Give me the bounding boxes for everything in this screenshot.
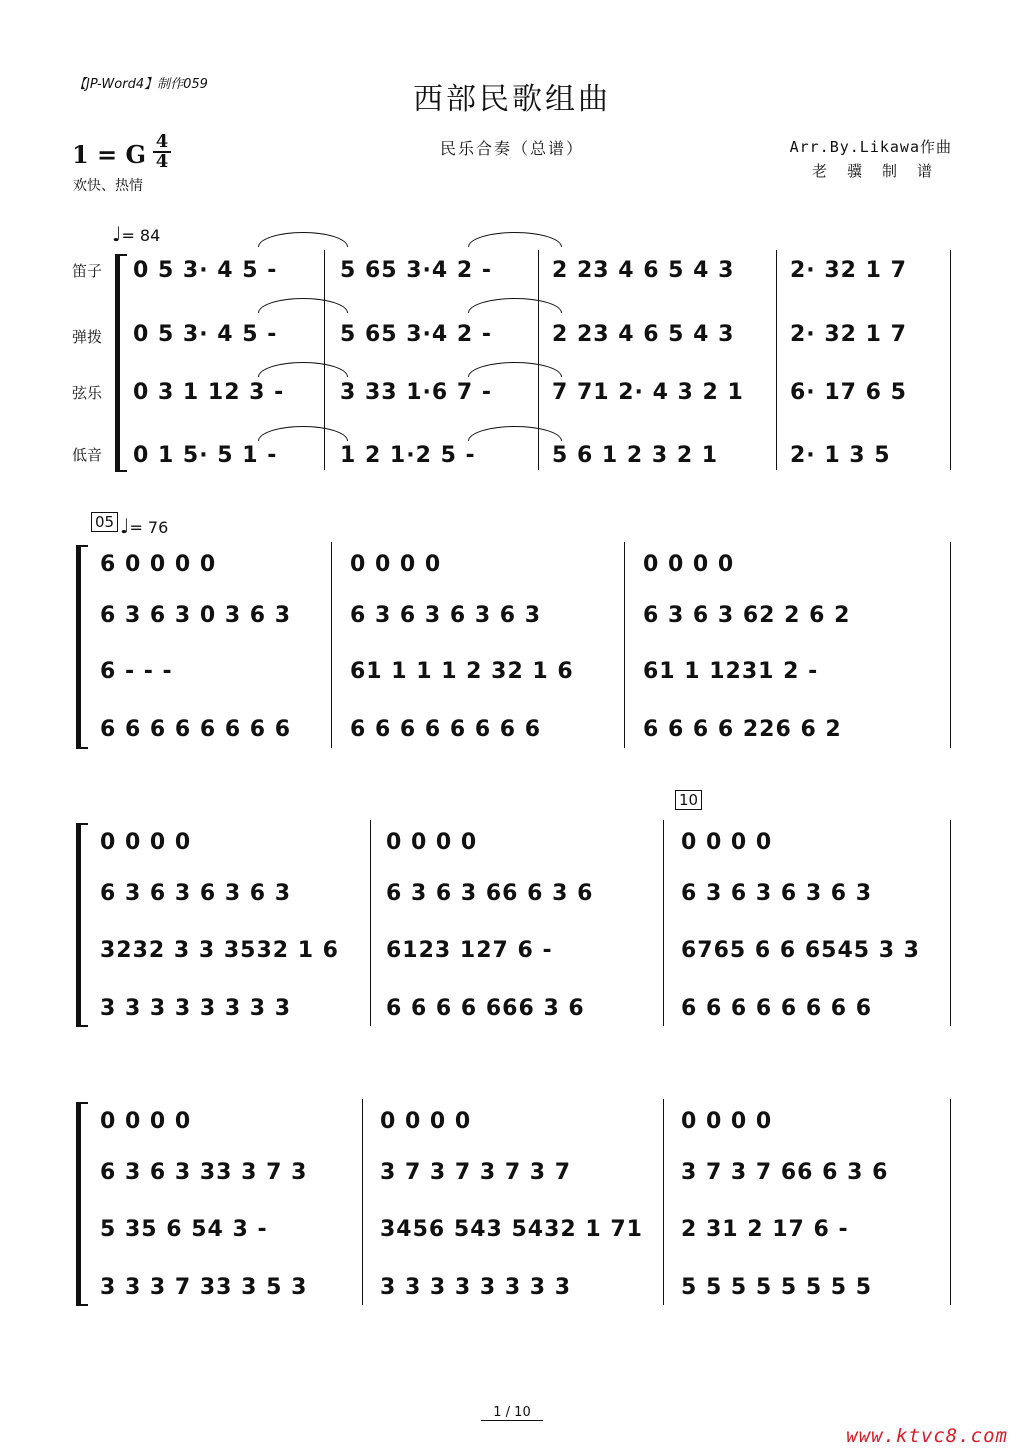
tie-slur (258, 298, 348, 313)
measure: 6 3 6 3 6 3 6 3 (350, 603, 542, 628)
rehearsal-number: 05 (91, 512, 118, 532)
instrument-label-diyin: 低音 (72, 446, 103, 464)
tempo-value: = 84 (121, 226, 161, 245)
engraver-credit: 老骥制谱 (811, 162, 952, 180)
measure: 0 0 0 0 (681, 830, 773, 855)
measure: 6 3 6 3 0 3 6 3 (100, 603, 292, 628)
measure: 0 0 0 0 (681, 1109, 773, 1134)
tempo-marking (112, 222, 160, 246)
instrument-label-tanbo: 弹拨 (72, 328, 103, 346)
barline (663, 820, 664, 1026)
system-brace (76, 823, 85, 1027)
tie-slur (258, 362, 348, 377)
measure: 0 0 0 0 (380, 1109, 472, 1134)
score-title: 西部民歌组曲 (413, 82, 611, 117)
time-signature-top: 4 (155, 131, 169, 152)
measure: 61 1 1 1 2 32 1 6 (350, 659, 574, 684)
measure: 6 6 6 6 666 3 6 (386, 996, 585, 1021)
rehearsal-mark (91, 512, 118, 532)
tie-slur (468, 298, 562, 313)
measure: 2· 1 3 5 (790, 443, 891, 468)
tempo-mood: 欢快、热情 (73, 178, 143, 194)
quarter-note-icon: ♩ (112, 222, 122, 246)
measure: 2· 32 1 7 (790, 322, 907, 347)
measure: 2 23 4 6 5 4 3 (552, 322, 735, 347)
measure: 3232 3 3 3532 1 6 (100, 938, 339, 963)
tie-slur (468, 232, 562, 247)
measure: 0 3 1 12 3 - (133, 380, 285, 405)
measure: 6 6 6 6 226 6 2 (643, 717, 842, 742)
barline (950, 820, 951, 1026)
measure: 61 1 1231 2 - (643, 659, 819, 684)
measure: 5 6 1 2 3 2 1 (552, 443, 719, 468)
barline (663, 1099, 664, 1305)
producer-credit: 【JP-Word4】制作059 (73, 77, 208, 92)
barline (950, 542, 951, 748)
site-watermark: www.ktvc8.com (846, 1425, 1008, 1447)
barline (331, 542, 332, 748)
instrument-label-xianyue: 弦乐 (72, 384, 103, 402)
barline (950, 250, 951, 470)
measure: 3 3 3 3 3 3 3 3 (100, 996, 292, 1021)
measure: 6 - - - (100, 659, 173, 684)
measure: 2· 32 1 7 (790, 258, 907, 283)
measure: 6 3 6 3 66 6 3 6 (386, 881, 594, 906)
measure: 7 71 2· 4 3 2 1 (552, 380, 744, 405)
measure: 6765 6 6 6545 3 3 (681, 938, 920, 963)
measure: 6 3 6 3 6 3 6 3 (681, 881, 873, 906)
tie-slur (258, 426, 348, 441)
page-number-text: 1 / 10 (481, 1405, 542, 1421)
rehearsal-number: 10 (675, 790, 702, 810)
time-signature-bottom: 4 (155, 151, 169, 172)
measure: 0 0 0 0 (643, 552, 735, 577)
barline (776, 250, 777, 470)
measure: 6 3 6 3 33 3 7 3 (100, 1160, 308, 1185)
measure: 0 0 0 0 (386, 830, 478, 855)
key-signature: 1 = G (72, 140, 147, 169)
measure: 2 23 4 6 5 4 3 (552, 258, 735, 283)
measure: 6 3 6 3 62 2 6 2 (643, 603, 851, 628)
rehearsal-mark (675, 790, 702, 810)
barline (362, 1099, 363, 1305)
measure: 5 65 3·4 2 - (340, 258, 492, 283)
measure: 6 3 6 3 6 3 6 3 (100, 881, 292, 906)
page-number (0, 1405, 1024, 1420)
measure: 3456 543 5432 1 71 (380, 1217, 643, 1242)
score-subtitle: 民乐合奏（总谱） (439, 139, 584, 158)
system-brace (76, 1102, 85, 1306)
measure: 0 5 3· 4 5 - (133, 322, 278, 347)
barline (950, 1099, 951, 1305)
measure: 6 6 6 6 6 6 6 6 (681, 996, 873, 1021)
measure: 3 33 1·6 7 - (340, 380, 492, 405)
measure: 5 65 3·4 2 - (340, 322, 492, 347)
barline (624, 542, 625, 748)
barline (370, 820, 371, 1026)
tie-slur (258, 232, 348, 247)
system-brace (115, 254, 124, 472)
measure: 0 0 0 0 (100, 830, 192, 855)
measure: 2 31 2 17 6 - (681, 1217, 849, 1242)
measure: 0 0 0 0 (100, 1109, 192, 1134)
arranger-credit: Arr.By.Likawa作曲 (789, 138, 952, 156)
measure: 5 35 6 54 3 - (100, 1217, 268, 1242)
system-brace (76, 545, 85, 749)
tempo-value: = 76 (129, 518, 169, 537)
measure: 3 3 3 3 3 3 3 3 (380, 1275, 572, 1300)
measure: 1 2 1·2 5 - (340, 443, 476, 468)
instrument-label-dizi: 笛子 (72, 262, 103, 280)
measure: 6 0 0 0 0 (100, 552, 217, 577)
measure: 6 6 6 6 6 6 6 6 (350, 717, 542, 742)
tempo-marking (120, 514, 168, 538)
measure: 0 1 5· 5 1 - (133, 443, 278, 468)
measure: 3 3 3 7 33 3 5 3 (100, 1275, 308, 1300)
tie-slur (468, 362, 562, 377)
measure: 6123 127 6 - (386, 938, 553, 963)
measure: 3 7 3 7 66 6 3 6 (681, 1160, 889, 1185)
measure: 0 5 3· 4 5 - (133, 258, 278, 283)
measure: 5 5 5 5 5 5 5 5 (681, 1275, 873, 1300)
measure: 6 6 6 6 6 6 6 6 (100, 717, 292, 742)
tie-slur (468, 426, 562, 441)
time-signature (152, 133, 172, 171)
measure: 0 0 0 0 (350, 552, 442, 577)
quarter-note-icon: ♩ (120, 514, 130, 538)
measure: 3 7 3 7 3 7 3 7 (380, 1160, 572, 1185)
measure: 6· 17 6 5 (790, 380, 907, 405)
